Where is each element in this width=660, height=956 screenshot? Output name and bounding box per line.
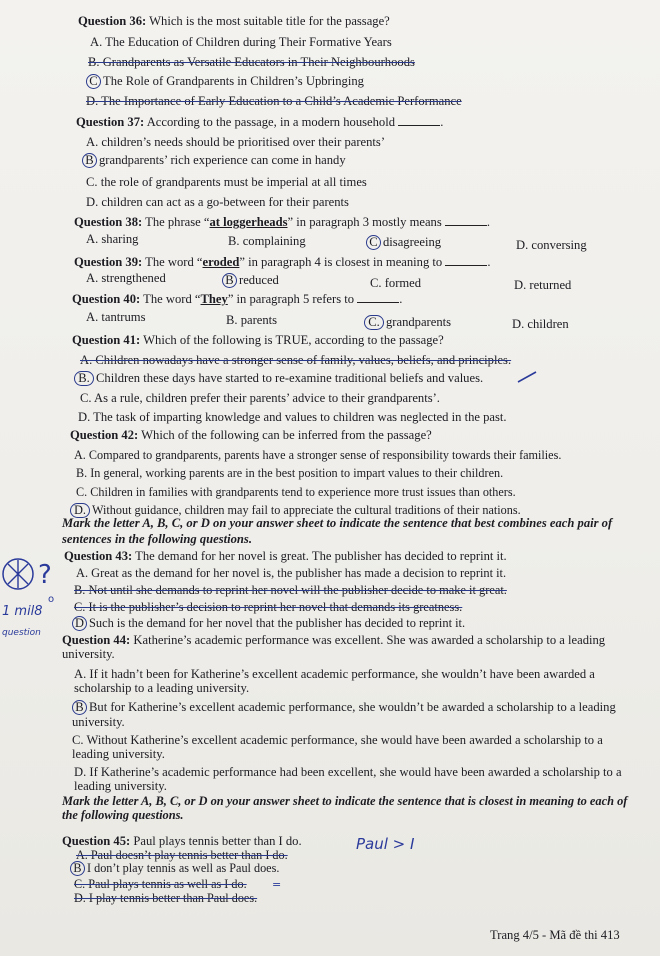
selected-answer-circle: B [72, 700, 87, 715]
q41-option-b[interactable] [74, 371, 483, 386]
q44-option-c[interactable]: C. Without Katherine’s excellent academic performance, she would have been awarded a scholarship to a leading university. [72, 733, 603, 761]
selected-answer-circle: B [82, 153, 97, 168]
handwritten-equals: = [272, 878, 282, 891]
q37-option-b[interactable] [82, 153, 346, 168]
option-text: But for Katherine’s excellent academic performance, she wouldn’t be awarded a scholarship to a leading university. [72, 700, 616, 729]
selected-answer-circle: D. [70, 503, 90, 518]
handwritten-check-icon [516, 370, 538, 386]
selected-answer-circle: C [86, 74, 101, 89]
answer-blank [445, 215, 487, 226]
q45-option-c[interactable]: C. Paul plays tennis as well as I do. [74, 877, 247, 891]
question-label: Question 40: [72, 292, 141, 306]
q38-option-a[interactable]: A. sharing [86, 232, 139, 246]
answer-blank [445, 255, 487, 266]
question-37: Question 37: According to the passage, in a modern household . [76, 115, 444, 129]
q41-option-a[interactable]: A. Children nowadays have a stronger sense of family, values, beliefs, and principles. [80, 353, 512, 367]
selected-answer-circle: B. [74, 371, 94, 386]
handwritten-note: 1 mil8 [2, 604, 43, 619]
section-instruction: Mark the letter A, B, C, or D on your answer sheet to indicate the sentence that best combines each pair of sentences in the following questions. [62, 516, 613, 546]
stem-part: ” in paragraph 3 mostly means [287, 215, 442, 229]
question-label: Question 41: [72, 333, 141, 347]
option-text: Without guidance, children may fail to appreciate the cultural traditions of their nations. [92, 503, 521, 517]
question-label: Question 45: [62, 834, 131, 848]
option-text: Such is the demand for her novel that the publisher has decided to reprint it. [89, 616, 466, 630]
handwritten-question-mark: ? [38, 560, 52, 590]
question-40: Question 40: The word “They” in paragraph 5 refers to . [72, 292, 403, 306]
selected-answer-circle: D [72, 616, 87, 631]
q36-option-a[interactable]: A. The Education of Children during Their Formative Years [90, 35, 392, 49]
q45-option-d[interactable]: D. I play tennis better than Paul does. [74, 891, 258, 905]
q43-option-b[interactable]: B. Not until she demands to reprint her novel will the publisher decide to make it great. [74, 583, 507, 597]
q40-option-d[interactable]: D. children [512, 317, 569, 331]
option-text: reduced [239, 273, 279, 287]
question-45 [62, 834, 302, 849]
option-text: grandparents’ rich experience can come in handy [99, 153, 346, 167]
stem-part: The word “ [145, 255, 203, 269]
q42-option-a[interactable]: A. Compared to grandparents, parents have a stronger sense of responsibility towards their families. [74, 448, 562, 462]
q39-option-d[interactable]: D. returned [514, 278, 572, 292]
question-stem: Paul plays tennis better than I do. [133, 834, 302, 848]
q37-option-c[interactable]: C. the role of grandparents must be imperial at all times [86, 175, 367, 189]
q36-option-d[interactable]: D. The Importance of Early Education to a Child’s Academic Performance [86, 94, 462, 108]
selected-answer-circle: B [222, 273, 237, 288]
question-42 [70, 428, 432, 443]
q38-option-b[interactable]: B. complaining [228, 234, 306, 248]
option-text: The Role of Grandparents in Children’s Upbringing [103, 74, 364, 88]
handwritten-mark: o [48, 594, 55, 605]
q41-option-c[interactable]: C. As a rule, children prefer their parents’ advice to their grandparents’. [80, 391, 440, 405]
handwritten-circle-star [0, 552, 36, 598]
option-text: Children these days have started to re-examine traditional beliefs and values. [96, 371, 484, 385]
stem-part: The word “ [143, 292, 201, 306]
selected-answer-circle: C. [364, 315, 384, 330]
q39-option-c[interactable]: C. formed [370, 276, 422, 290]
question-stem: According to the passage, in a modern household [146, 115, 396, 129]
stem-part: ” in paragraph 5 refers to [227, 292, 355, 306]
q43-option-a[interactable]: A. Great as the demand for her novel is, the publisher has made a decision to reprint it. [76, 566, 507, 580]
question-39: Question 39: The word “eroded” in paragraph 4 is closest in meaning to . [74, 255, 491, 269]
q36-option-b[interactable]: B. Grandparents as Versatile Educators in Their Neighbourhoods [88, 55, 415, 69]
question-label: Question 43: [64, 549, 133, 563]
option-text: I don’t play tennis as well as Paul does. [87, 861, 280, 875]
question-36 [78, 14, 390, 29]
option-text: disagreeing [383, 235, 442, 249]
question-label: Question 37: [76, 115, 145, 129]
q45-option-a[interactable]: A. Paul doesn’t play tennis better than I do. [76, 848, 288, 862]
selected-answer-circle: C [366, 235, 381, 250]
keyword: at loggerheads [209, 215, 288, 229]
q37-option-a[interactable]: A. children’s needs should be prioritised over their parents’ [86, 135, 386, 149]
q42-option-c[interactable]: C. Children in families with grandparents tend to experience more trust issues than others. [76, 485, 516, 499]
section-instruction: Mark the letter A, B, C, or D on your answer sheet to indicate the sentence that is closest in meaning to each of the following questions. [62, 794, 628, 822]
question-label: Question 36: [78, 14, 147, 28]
answer-blank [398, 115, 440, 126]
question-stem: Which is the most suitable title for the passage? [149, 14, 390, 28]
q40-option-b[interactable]: B. parents [226, 313, 278, 327]
question-43 [64, 549, 507, 564]
selected-answer-circle: B [70, 861, 85, 876]
keyword: eroded [202, 255, 240, 269]
question-label: Question 39: [74, 255, 143, 269]
q36-option-c[interactable] [86, 74, 364, 89]
question-label: Question 44: [62, 633, 131, 647]
q43-option-c[interactable]: C. It is the publisher’s decision to reprint her novel that demands its greatness. [74, 600, 463, 614]
q42-option-b[interactable]: B. In general, working parents are in the best position to impart values to their children. [76, 466, 504, 480]
q39-option-b[interactable] [222, 273, 279, 288]
question-41 [72, 333, 444, 348]
q43-option-d[interactable] [72, 616, 465, 631]
q40-option-a[interactable]: A. tantrums [86, 310, 146, 324]
q44-option-d[interactable]: D. If Katherine’s academic performance had been excellent, she would have been awarded a scholarship to a leading university. [74, 765, 622, 793]
q44-option-a[interactable]: A. If it hadn’t been for Katherine’s excellent academic performance, she wouldn’t have been awarded a scholarship to a leading university. [74, 667, 595, 695]
question-44 [62, 633, 640, 661]
question-stem: Which of the following can be inferred from the passage? [141, 428, 432, 442]
handwritten-note: Paul > I [356, 835, 415, 853]
stem-part: ” in paragraph 4 is closest in meaning to [239, 255, 443, 269]
question-label: Question 42: [70, 428, 139, 442]
q44-option-b[interactable] [72, 700, 638, 729]
question-stem: The demand for her novel is great. The publisher has decided to reprint it. [135, 549, 507, 563]
q39-option-a[interactable]: A. strengthened [86, 271, 166, 285]
question-stem: Which of the following is TRUE, according to the passage? [143, 333, 444, 347]
question-stem: Katherine’s academic performance was excellent. She was awarded a scholarship to a leading university. [62, 633, 606, 661]
question-38: Question 38: The phrase “at loggerheads” in paragraph 3 mostly means . [74, 215, 491, 229]
option-text: grandparents [386, 315, 452, 329]
q41-option-d[interactable]: D. The task of imparting knowledge and values to children was neglected in the past. [78, 410, 507, 424]
stem-part: The phrase “ [145, 215, 210, 229]
page-footer: Trang 4/5 - Mã đề thi 413 [490, 928, 620, 942]
q45-option-b[interactable] [70, 861, 279, 876]
handwritten-note: question [2, 628, 41, 638]
q40-option-c[interactable] [364, 315, 451, 330]
answer-blank [357, 292, 399, 303]
q38-option-c[interactable] [366, 235, 441, 250]
q38-option-d[interactable]: D. conversing [516, 238, 587, 252]
q37-option-d[interactable]: D. children can act as a go-between for their parents [86, 195, 349, 209]
question-label: Question 38: [74, 215, 143, 229]
keyword: They [200, 292, 228, 306]
